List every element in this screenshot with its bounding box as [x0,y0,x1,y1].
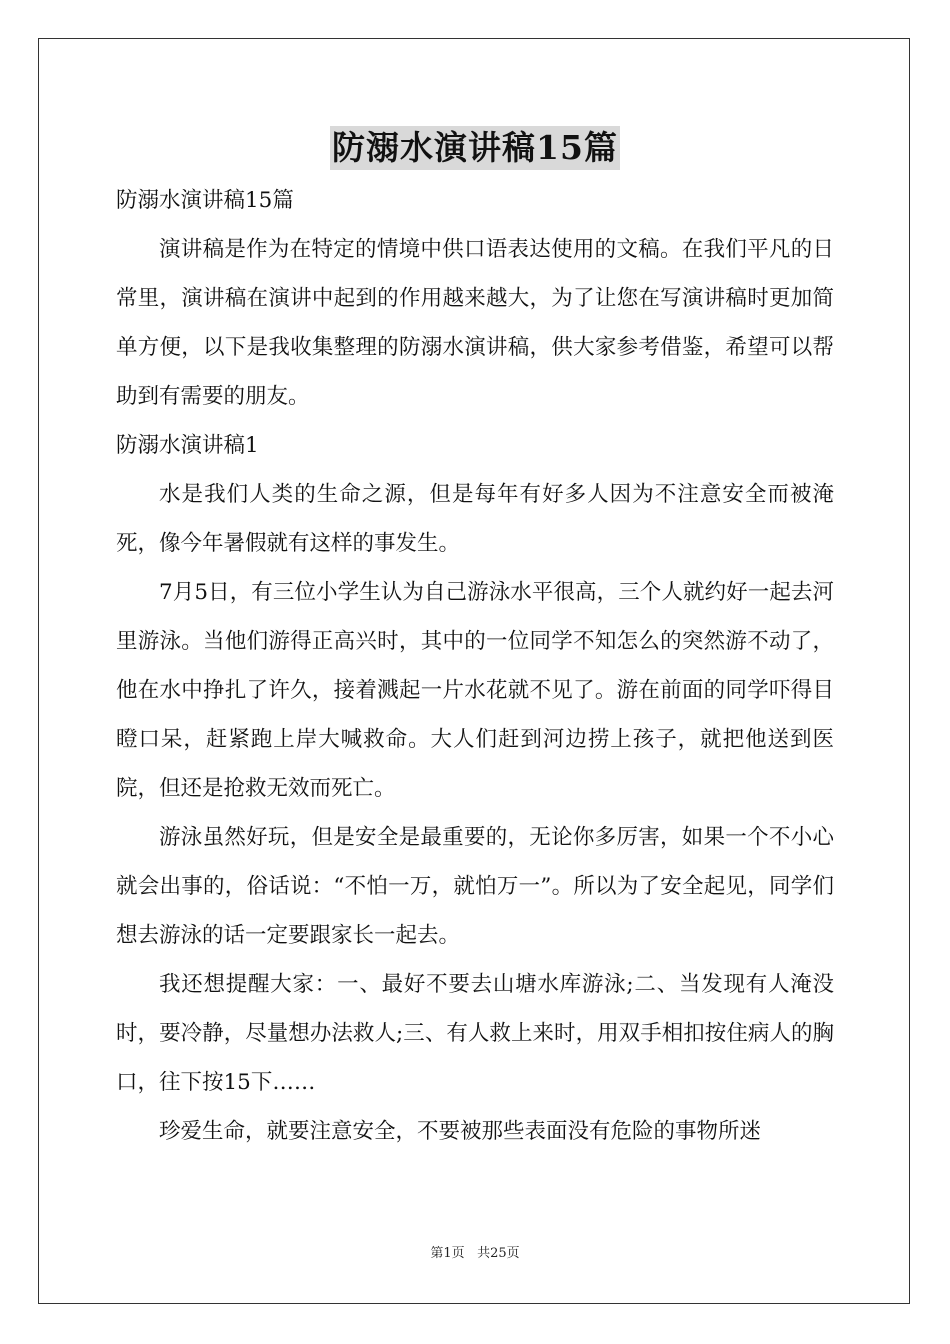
page-total: 共25页 [477,1246,520,1261]
subtitle-heading: 防溺水演讲稿15篇 [116,188,294,213]
body-paragraph: 我还想提醒大家：一、最好不要去山塘水库游泳;二、当发现有人淹没时，要冷静，尽量想办法救人;三、有人救上来时，用双手相扣按住病人的胸口，往下按15下…… [116,972,834,1095]
document-title: 防溺水演讲稿15篇 [330,126,620,170]
page-footer [0,1244,950,1264]
page-number: 第1页 [430,1246,465,1261]
document-body [116,176,834,1156]
body-paragraph: 游泳虽然好玩，但是安全是最重要的，无论你多厉害，如果一个不小心就会出事的，俗话说：“不怕一万，就怕万一”。所以为了安全起见，同学们想去游泳的话一定要跟家长一起去。 [116,825,834,948]
intro-paragraph: 演讲稿是作为在特定的情境中供口语表达使用的文稿。在我们平凡的日常里，演讲稿在演讲中起到的作用越来越大，为了让您在写演讲稿时更加简单方便，以下是我收集整理的防溺水演讲稿，供大家参考借鉴，希望可以帮助到有需要的朋友。 [116,237,834,409]
section-heading-1: 防溺水演讲稿1 [116,433,259,458]
body-paragraph: 水是我们人类的生命之源，但是每年有好多人因为不注意安全而被淹死，像今年暑假就有这样的事发生。 [116,482,834,556]
title-container [0,126,950,170]
body-paragraph: 珍爱生命，就要注意安全，不要被那些表面没有危险的事物所迷 [159,1119,762,1144]
body-paragraph: 7月5日，有三位小学生认为自己游泳水平很高，三个人就约好一起去河里游泳。当他们游得正高兴时，其中的一位同学不知怎么的突然游不动了，他在水中挣扎了许久，接着溅起一片水花就不见了。游在前面的同学吓得目瞪口呆，赶紧跑上岸大喊救命。大人们赶到河边捞上孩子，就把他送到医院，但还是抢救无效而死亡。 [116,580,834,801]
